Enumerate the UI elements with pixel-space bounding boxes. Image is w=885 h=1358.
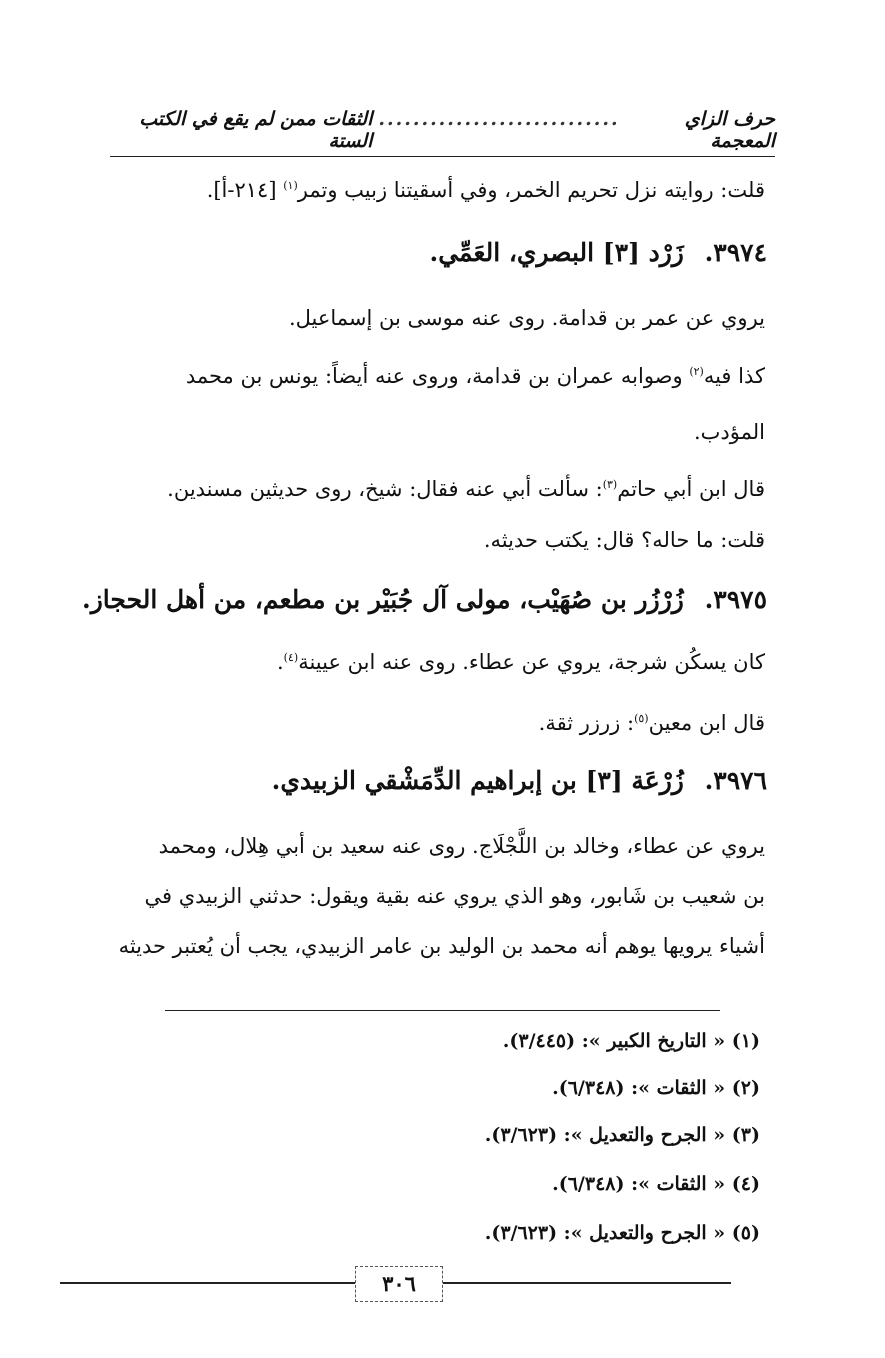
footnote: (٤) « الثقات »: (٦/٣٤٨). bbox=[552, 1173, 760, 1195]
running-header bbox=[110, 108, 775, 157]
footnote: (١) « التاريخ الكبير »: (٣/٤٤٥). bbox=[502, 1030, 760, 1052]
text-line: كذا فيه$^{(٢)}$ وصوابه عمران بن قدامة، وروى عنه أيضاً: يونس بن محمد bbox=[185, 364, 765, 388]
footnote-ref: (٣) bbox=[602, 478, 618, 491]
bottom-rule-right bbox=[441, 1282, 731, 1284]
entry-heading bbox=[82, 585, 767, 614]
footnote-ref: (١) bbox=[283, 179, 298, 192]
bottom-rule-left bbox=[60, 1282, 355, 1284]
entry-name: زُرْعَة [٣] بن إبراهيم الدِّمَشْقي الزبيدي. bbox=[271, 766, 684, 795]
page-number: ٣٠٦ bbox=[355, 1266, 443, 1302]
entry-name: زَرْد [٣] البصري، العَمِّي. bbox=[429, 238, 684, 267]
text-line: قلت: ما حاله؟ قال: يكتب حديثه. bbox=[483, 528, 765, 552]
header-chapter: حرف الزاي المعجمة bbox=[684, 108, 775, 152]
entry-heading bbox=[110, 766, 767, 795]
header-book-title: الثقات ممن لم يقع في الكتب الستة bbox=[139, 108, 373, 152]
entry-name: زُرْزُر بن صُهَيْب، مولى آل جُبَيْر بن مطعم، من أهل الحجاز. bbox=[82, 585, 684, 614]
text-line: يروي عن عطاء، وخالد بن اللَّجْلَاج. روى عنه سعيد بن أبي هِلال، ومحمد bbox=[158, 834, 765, 858]
text-line: قال ابن أبي حاتم$^{(٣)}$: سألت أبي عنه فقال: شيخ، روى حديثين مسندين. bbox=[167, 477, 765, 501]
text-line: كان يسكُن شرجة، يروي عن عطاء. روى عنه ابن عيينة$^{(٤)}$. bbox=[276, 650, 765, 674]
footnote: (٢) « الثقات »: (٦/٣٤٨). bbox=[552, 1077, 760, 1099]
text-line: قال ابن معين$^{(٥)}$: زرزر ثقة. bbox=[538, 711, 765, 735]
footnote-ref: (٢) bbox=[689, 365, 704, 378]
footnote-ref: (٥) bbox=[634, 712, 649, 725]
text-line: يروي عن عمر بن قدامة. روى عنه موسى بن إسماعيل. bbox=[288, 306, 765, 330]
footnote-ref: (٤) bbox=[283, 651, 299, 664]
footnote-separator bbox=[165, 1010, 720, 1011]
footnote: (٥) « الجرح والتعديل »: (٣/٦٢٣). bbox=[484, 1222, 760, 1244]
header-dots: ............................ bbox=[378, 108, 620, 130]
entry-number: ٣٩٧٤. bbox=[704, 238, 767, 267]
text-line: قلت: روايته نزل تحريم الخمر، وفي أسقيتنا زبيب وتمر$^{(١)}$ [٢١٤-أ]. bbox=[206, 178, 765, 202]
entry-number: ٣٩٧٥. bbox=[704, 585, 767, 614]
footnote: (٣) « الجرح والتعديل »: (٣/٦٢٣). bbox=[484, 1124, 760, 1146]
text-line: أشياء يرويها يوهم أنه محمد بن الوليد بن عامر الزبيدي، يجب أن يُعتبر حديثه bbox=[118, 934, 765, 958]
entry-number: ٣٩٧٦. bbox=[704, 766, 767, 795]
text-line: بن شعيب بن شَابور، وهو الذي يروي عنه بقية ويقول: حدثني الزبيدي في bbox=[144, 884, 765, 908]
entry-heading bbox=[110, 238, 767, 267]
text-line: المؤدب. bbox=[693, 420, 765, 444]
